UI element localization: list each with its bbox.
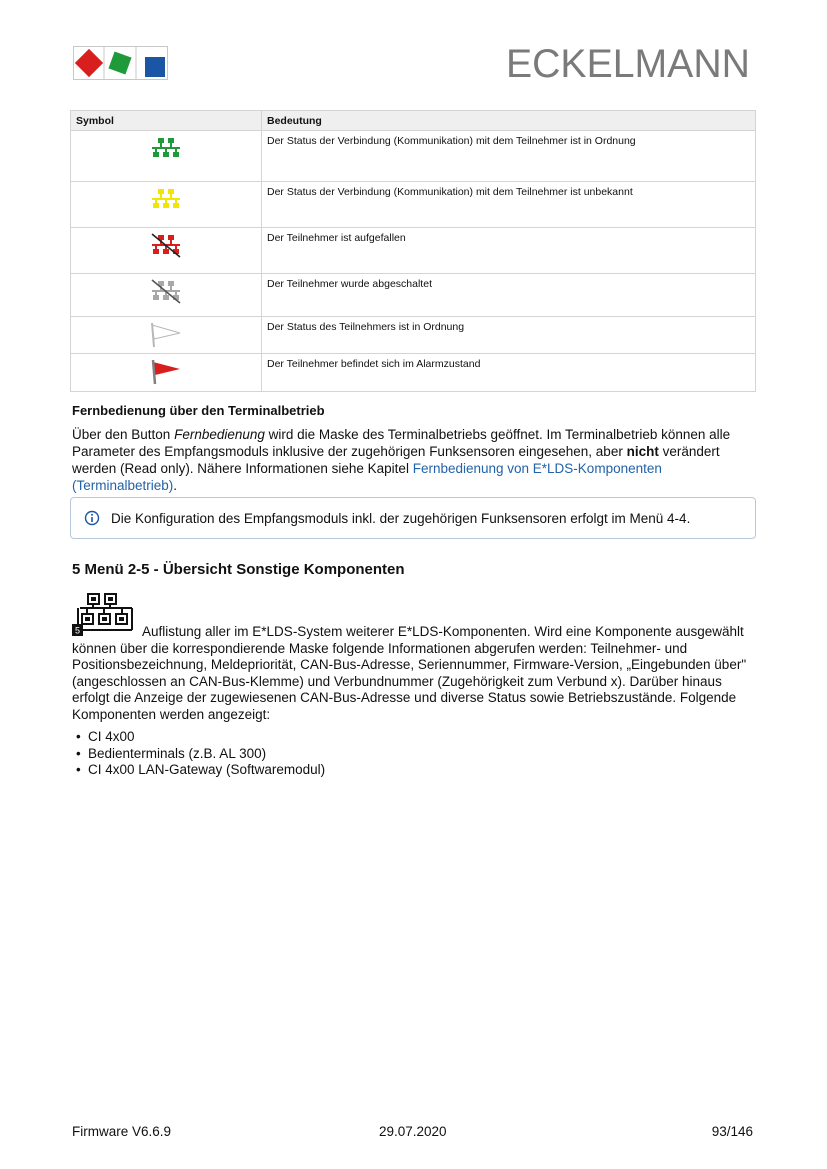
symbol-cell <box>71 274 262 317</box>
symbol-cell <box>71 228 262 274</box>
column-header-symbol: Symbol <box>71 111 262 131</box>
remote-paragraph <box>72 426 762 494</box>
table-row <box>71 182 756 228</box>
flag-red-icon <box>149 356 183 386</box>
meaning-cell: Der Teilnehmer wurde abgeschaltet <box>262 274 756 317</box>
table-row <box>71 317 756 354</box>
remote-text-strong: nicht <box>626 444 659 459</box>
table-row <box>71 354 756 392</box>
meaning-cell: Der Status der Verbindung (Kommunikation) mit dem Teilnehmer ist unbekannt <box>262 182 756 228</box>
section-heading-remote: Fernbedienung über den Terminalbetrieb <box>72 403 325 418</box>
remote-text-1: Über den Button <box>72 427 175 442</box>
company-logo-icon <box>73 46 168 80</box>
info-icon <box>84 510 100 526</box>
network-ok-icon <box>149 133 183 167</box>
section-heading-5: 5 Menü 2-5 - Übersicht Sonstige Komponenten <box>72 561 405 578</box>
table-row <box>71 131 756 182</box>
brand-logo: ECKELMANN <box>506 42 750 86</box>
remote-text-4: . <box>173 478 178 493</box>
remote-text-2: wird die Maske des Terminalbetriebs geöffnet. Im Terminalbetrieb können alle Parameter des Empfangsmoduls inklusive der zugehörigen Funksensoren eingesehen, aber <box>72 427 731 459</box>
footer-date: 29.07.2020 <box>379 1124 447 1139</box>
symbol-cell <box>71 317 262 354</box>
info-note <box>70 497 756 539</box>
symbol-cell <box>71 182 262 228</box>
list-item: • CI 4x00 LAN-Gateway (Softwaremodul) <box>72 762 325 779</box>
components-paragraph: Auflistung aller im E*LDS-System weiterer E*LDS-Komponenten. Wird eine Komponente ausgewählt können über die korrespondierende Maske folgende Informationen abgerufen werden: Teilnehmer- und Positionsbezeichnung, Meldepriorität, CAN-Bus-Adresse, Seriennummer, Firmware-Version, „Eingebunden über" (angeschlossen an CAN-Bus-Klemme) und Verbundnummer (Zugehörigkeit zum Verbund x). Darüber hinaus erfolgt die Anzeige der zugewiesenen CAN-Bus-Adresse und diverse Status sowie Betriebszustände. Folgende Komponenten werden angezeigt: <box>72 624 747 722</box>
meaning-cell: Der Status des Teilnehmers ist in Ordnung <box>262 317 756 354</box>
network-failed-icon <box>149 230 183 264</box>
network-disabled-icon <box>149 276 183 310</box>
list-item: • Bedienterminals (z.B. AL 300) <box>72 746 325 763</box>
symbol-table <box>70 110 756 392</box>
remote-text-3: verändert werden (Read only). Nähere Informationen siehe Kapitel <box>72 444 720 476</box>
chapter-link[interactable]: Fernbedienung von E*LDS-Komponenten (Terminalbetrieb) <box>72 461 662 493</box>
remote-text-emphasis: Fernbedienung <box>174 427 265 442</box>
meaning-cell: Der Teilnehmer befindet sich im Alarmzustand <box>262 354 756 392</box>
meaning-cell: Der Status der Verbindung (Kommunikation) mit dem Teilnehmer ist in Ordnung <box>262 131 756 182</box>
note-text: Die Konfiguration des Empfangsmoduls inkl. der zugehörigen Funksensoren erfolgt im Menü 4-4. <box>111 511 691 526</box>
table-row <box>71 228 756 274</box>
list-item: • CI 4x00 <box>72 729 325 746</box>
footer-page-number: 93/146 <box>711 1124 753 1139</box>
table-row <box>71 274 756 317</box>
symbol-cell <box>71 131 262 182</box>
symbol-cell <box>71 354 262 392</box>
table-header-row <box>71 111 756 131</box>
components-icon-badge: 5 <box>74 625 81 636</box>
footer-firmware: Firmware V6.6.9 <box>72 1124 172 1139</box>
column-header-meaning: Bedeutung <box>262 111 756 131</box>
components-list <box>72 729 325 779</box>
meaning-cell: Der Teilnehmer ist aufgefallen <box>262 228 756 274</box>
flag-white-icon <box>149 319 183 349</box>
network-unknown-icon <box>149 184 183 218</box>
